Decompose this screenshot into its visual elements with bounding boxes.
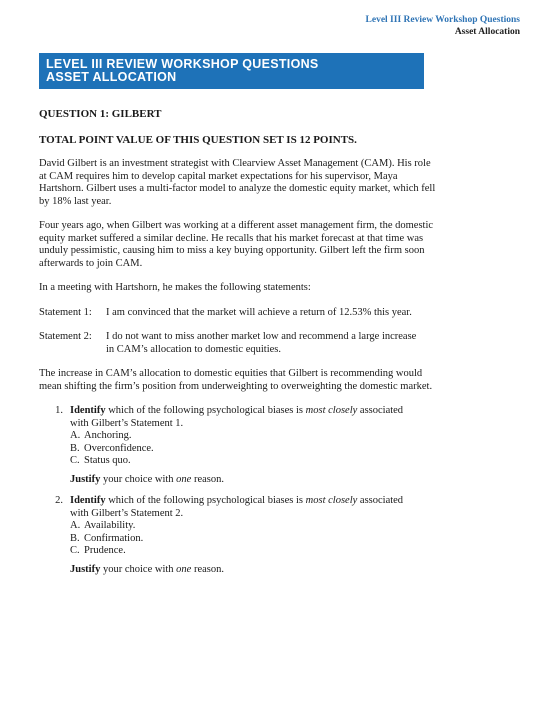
justify-verb: Justify: [70, 563, 101, 575]
question-item-1: [39, 405, 439, 486]
question-items: [39, 405, 439, 576]
statement-2-text: I do not want to miss another market low and recommend a large increase in CAM’s allocation to domestic equities.: [106, 331, 417, 355]
paragraph-3: In a meeting with Hartshorn, he makes the following statements:: [39, 282, 311, 293]
option-letter: A.: [70, 430, 81, 441]
paragraph-1: David Gilbert is an investment strategist with Clearview Asset Management (CAM). His role at CAM requires him to develop capital market expectations for his supervisor, Maya Hartshorn. Gilbert uses a multi-factor model to analyze the domestic equity market, which fell by 18% last year.: [39, 158, 436, 207]
statement-1: [39, 307, 439, 320]
option-text: Confirmation.: [84, 532, 144, 544]
justify-text-a: your choice with: [100, 473, 177, 485]
justify-emphasis: one: [176, 563, 192, 575]
item-2-justify: [70, 564, 410, 577]
closing-paragraph: The increase in CAM’s allocation to domestic equities that Gilbert is recommending would mean shifting the firm’s position from underweighting to overweighting the domestic market.: [39, 368, 433, 392]
paragraph-2: Four years ago, when Gilbert was working at a different asset management firm, the domestic equity market suffered a similar decline. He recalls that his market forecast at that time was unduly pessimistic, causing him to miss a key buying opportunity. Gilbert left the firm soon afterwards to join CAM.: [39, 220, 434, 269]
option-letter: B.: [70, 442, 80, 454]
option-letter: C.: [70, 455, 80, 466]
item-2-emphasis: most closely: [305, 495, 358, 506]
option-letter: C.: [70, 545, 80, 556]
option-text: Prudence.: [84, 545, 126, 556]
item-1-text-a: which of the following psychological biases is: [105, 405, 306, 416]
option-letter: A.: [70, 520, 81, 531]
item-2-option-c: [70, 545, 410, 558]
item-1-option-b: [70, 443, 410, 456]
banner-line-2: ASSET ALLOCATION: [46, 70, 177, 84]
justify-text-b: reason.: [191, 473, 224, 485]
item-1-emphasis: most closely: [305, 405, 358, 416]
total-points: TOTAL POINT VALUE OF THIS QUESTION SET IS 12 POINTS.: [39, 133, 357, 146]
item-1-number: 1.: [55, 405, 63, 416]
item-1-option-a: [70, 430, 410, 443]
banner-line-1: LEVEL III REVIEW WORKSHOP QUESTIONS: [46, 57, 319, 71]
question-item-2: [39, 495, 439, 576]
option-text: Status quo.: [84, 455, 131, 466]
statement-1-text: I am convinced that the market will achieve a return of 12.53% this year.: [106, 306, 412, 318]
item-2-number: 2.: [55, 495, 63, 506]
question-title: QUESTION 1: GILBERT: [39, 108, 162, 120]
item-1-option-c: [70, 455, 410, 468]
justify-verb: Justify: [70, 473, 101, 485]
item-1-verb: Identify: [70, 405, 106, 416]
option-text: Overconfidence.: [84, 442, 154, 454]
item-2-text-a: which of the following psychological biases is: [105, 495, 306, 506]
item-2-prompt: [70, 495, 410, 520]
item-1-text-b: associated with Gilbert’s Statement 1.: [70, 405, 404, 429]
item-1-justify: [70, 474, 410, 487]
section-banner: [39, 53, 424, 89]
statement-1-label: Statement 1:: [39, 306, 92, 318]
option-text: Anchoring.: [84, 430, 132, 441]
statement-2-label: Statement 2:: [39, 331, 92, 342]
justify-text-b: reason.: [191, 563, 224, 575]
justify-text-a: your choice with: [100, 563, 177, 575]
item-2-option-a: [70, 520, 410, 533]
item-1-prompt: [70, 405, 410, 430]
item-2-verb: Identify: [70, 495, 106, 506]
item-2-option-b: [70, 533, 410, 546]
item-2-text-b: associated with Gilbert’s Statement 2.: [70, 495, 404, 519]
running-header-subtitle: Asset Allocation: [454, 27, 520, 37]
question-content: [39, 108, 439, 585]
running-header-title: Level III Review Workshop Questions: [365, 15, 520, 25]
option-text: Availability.: [84, 520, 136, 531]
running-header: [366, 14, 520, 38]
statement-2: [39, 331, 439, 356]
justify-emphasis: one: [176, 473, 192, 485]
option-letter: B.: [70, 532, 80, 544]
